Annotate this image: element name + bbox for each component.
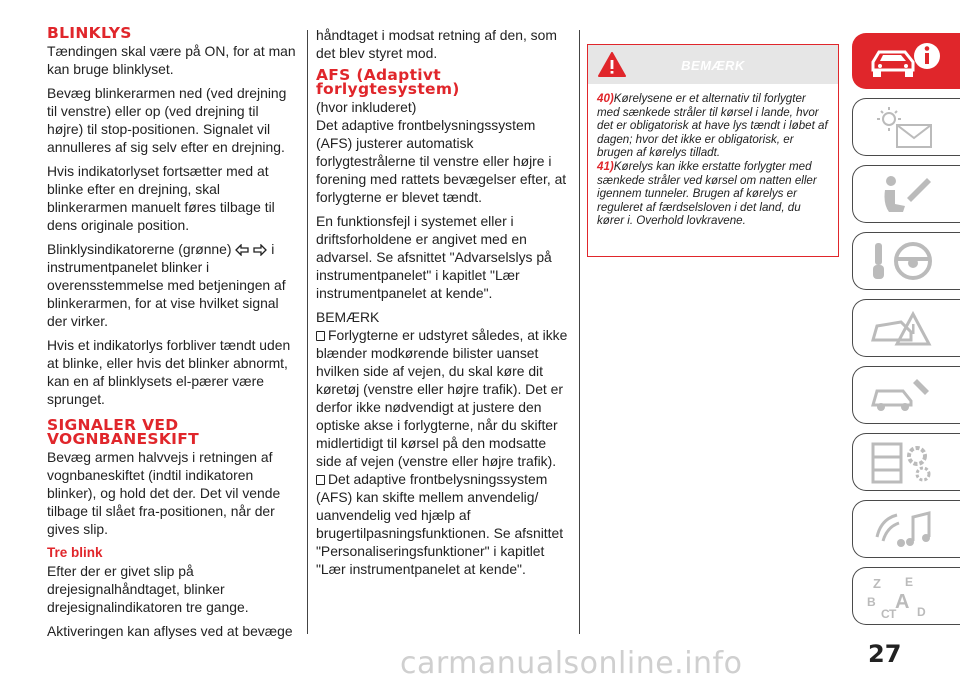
indicator-text-pre: Blinklysindikatorerne (grønne): [47, 241, 232, 257]
paragraph: En funktionsfejl i systemet eller i driftsforholdene er angivet med en advarsel. Se afsnittet "Advarselslys på instrumentpanelet" i kapitlet "Lær instrumentpanelet at kende".: [316, 213, 552, 301]
svg-text:Z: Z: [873, 576, 881, 591]
paragraph-indicator: [47, 240, 297, 330]
paragraph: Det adaptive frontbelysningssystem (AFS) justerer automatisk forlygtestrålerne til venstre eller højre i forening med rattets bevægelser efter, at forlygterne er blevet tændt.: [316, 117, 567, 205]
paragraph: Tændingen skal være på ON, for at man kan bruge blinklyset.: [47, 43, 296, 77]
heading-afs: AFS (Adaptivt forlygtesystem): [316, 66, 460, 98]
seat-airbag-icon: [867, 172, 947, 218]
note-item: [597, 92, 830, 160]
paragraph: Hvis et indikatorlys forbliver tændt uden at blinke, eller hvis det blinker abnormt, kan en af blinklysets el-pærer være sprunget.: [47, 337, 291, 407]
cabinet-gears-icon: [867, 440, 947, 486]
svg-text:C: C: [881, 607, 890, 620]
column-divider: [579, 30, 580, 634]
column-divider: [307, 30, 308, 634]
note-body: [588, 84, 838, 228]
turn-signal-arrows-icon: [235, 244, 267, 256]
chapter-tabs: [852, 33, 960, 634]
tab-key-wheel[interactable]: [852, 232, 960, 290]
svg-text:A: A: [895, 591, 910, 613]
tab-index[interactable]: [852, 567, 960, 625]
heading-blinklys: BLINKLYS: [47, 24, 132, 42]
watermark: carmanualsonline.info: [400, 646, 743, 678]
tab-car-warning[interactable]: [852, 299, 960, 357]
tab-car-tools[interactable]: [852, 366, 960, 424]
paragraph: Bevæg armen halvvejs i retningen af vognbaneskiftet (indtil indikatoren blinker), og hold det der. Det vil vende tilbage til slået fra-positionen, når der gives slip.: [47, 449, 281, 537]
phone-music-icon: [867, 507, 947, 553]
car-tools-icon: [867, 373, 947, 419]
index-letters-icon: [867, 574, 947, 620]
note-title: BEMÆRK: [681, 58, 745, 73]
tab-seat-airbag[interactable]: [852, 165, 960, 223]
column-middle: [316, 26, 574, 578]
indicator-text-post: i instrumentpanelet blinker i overensstemmelse med betjeningen af blinkerarmen, for at vise hvilket signal der virker.: [47, 241, 286, 329]
bullet-text: Det adaptive frontbelysningssystem (AFS) kan skifte mellem anvendelig/ uanvendelig ved hjælp af brugertilpasningsfunktionen. Se afsnittet "Personaliseringsfunktioner" i kapitlet "Lær instrumentpanelet at kende".: [316, 471, 564, 577]
lights-mail-icon: [867, 105, 947, 151]
paragraph-subtitle: (hvor inkluderet): [316, 99, 417, 115]
tab-lights-mail[interactable]: [852, 98, 960, 156]
svg-text:T: T: [889, 607, 897, 620]
tab-phone-music[interactable]: [852, 500, 960, 558]
svg-text:D: D: [917, 605, 926, 619]
note-text: Kørelys kan ikke erstatte forlygter med sænkede stråler ved kørsel om natten eller igennem tunneler. Brugen af kørelys er reguleret af færdselsloven i det land, du kører i. Overhold lovkravene.: [597, 159, 817, 228]
heading-signaler: SIGNALER VED VOGNBANESKIFT: [47, 416, 199, 448]
svg-text:E: E: [905, 575, 914, 589]
car-warning-icon: [867, 306, 947, 352]
tab-car-info[interactable]: [852, 33, 960, 89]
tab-cabinet-gears[interactable]: [852, 433, 960, 491]
heading-tre-blink: Tre blink: [47, 545, 103, 560]
note-item: [597, 160, 830, 228]
svg-text:B: B: [867, 595, 876, 609]
note-text: Kørelysene er et alternativ til forlygter med sænkede stråler til kørsel i lande, hvor det er obligatorisk at have lys tændt i løbet af dagen; hvor det ikke er obligatorisk, er brugen af kørelys tilladt.: [597, 92, 828, 160]
paragraph: Hvis indikatorlyset fortsætter med at blinke efter en drejning, skal blinkerarmen manuelt føres tilbage til dens originale position.: [47, 163, 275, 233]
paragraph: håndtaget i modsat retning af den, som det blev styret mod.: [316, 27, 557, 61]
bullet-item: [316, 326, 574, 470]
bullet-icon: [316, 331, 325, 341]
paragraph: Aktiveringen kan aflyses ved at bevæge: [47, 623, 293, 639]
bullet-item: [316, 470, 574, 578]
bullet-text: Forlygterne er udstyret således, at ikke blænder modkørende bilister uanset hvilken side af vejen, du skal køre dit køretøj (venstre eller højre trafik). Det er derfor ikke nødvendigt at justere den optiske akse i forlygterne, når du skifter midlertidigt til kørsel på den modsatte side af vejen (venstre eller højre trafik).: [316, 327, 568, 469]
note-number: 41): [597, 159, 614, 173]
note-number: 40): [597, 92, 614, 105]
paragraph: Efter der er givet slip på drejesignalhåndtaget, blinker drejesignalindikatoren tre gange.: [47, 563, 249, 615]
note-header: [588, 45, 838, 84]
key-wheel-icon: [867, 239, 947, 285]
page-number: 27: [868, 640, 902, 668]
bullet-icon: [316, 475, 325, 485]
note-box: [587, 44, 839, 257]
paragraph-bemaerk: BEMÆRK: [316, 309, 380, 325]
paragraph: Bevæg blinkerarmen ned (ved drejning til venstre) eller op (ved drejning til højre) til stop-positionen. Signalet vil annulleres af sig selv efter en drejning.: [47, 85, 287, 155]
car-info-icon: [867, 40, 947, 84]
column-left: [47, 26, 297, 646]
